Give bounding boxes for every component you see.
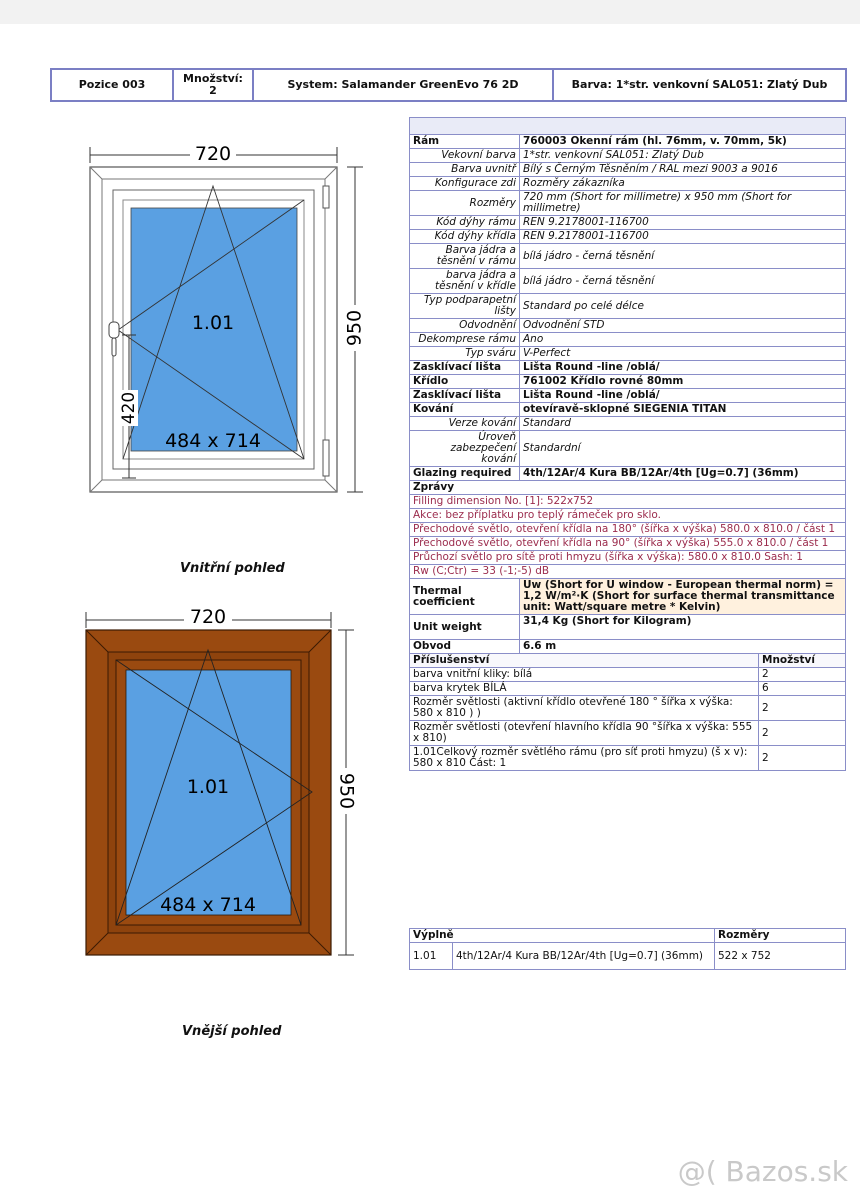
accessory-row	[410, 696, 846, 721]
spec-value: Standardní	[520, 431, 846, 467]
spec-label: Thermal coefficient	[410, 579, 520, 615]
spec-row	[410, 163, 846, 177]
spec-value: 31,4 Kg (Short for Kilogram)	[520, 615, 846, 640]
spec-label: Typ podparapetní lišty	[410, 294, 520, 319]
outside-height-dimension-label: 950	[335, 772, 358, 810]
spec-value: Bílý s Černým Těsněním / RAL mezi 9003 a 9016	[520, 163, 846, 177]
message-text: Akce: bez příplatku pro teplý rámeček pro sklo.	[410, 509, 846, 523]
spec-label: Unit weight	[410, 615, 520, 640]
spec-value: 1*str. venkovní SAL051: Zlatý Dub	[520, 149, 846, 163]
message-text: Filling dimension No. [1]: 522x752	[410, 495, 846, 509]
accessory-name: 1.01Celkový rozměr světlého rámu (pro síť proti hmyzu) (š x v): 580 x 810 Část: 1	[410, 746, 759, 771]
sash-id-label: 1.01	[191, 312, 235, 334]
spec-row	[410, 333, 846, 347]
spec-value: Ano	[520, 333, 846, 347]
spec-row-glazing	[410, 467, 846, 481]
spec-row-sash	[410, 375, 846, 389]
accessory-name: barva vnitřní kliky: bílá	[410, 668, 759, 682]
accessory-qty: 6	[759, 682, 846, 696]
accessory-row	[410, 682, 846, 696]
spec-row	[410, 244, 846, 269]
spec-label: barva jádra a těsnění v křídle	[410, 269, 520, 294]
height-dimension-label: 950	[343, 309, 366, 347]
spec-value: 761002 Křídlo rovné 80mm	[520, 375, 846, 389]
spec-label: Zasklívací lišta	[410, 361, 520, 375]
inside-view-drawing	[70, 135, 370, 500]
spec-label: Vekovní barva	[410, 149, 520, 163]
filling-row	[410, 943, 846, 970]
message-row	[410, 509, 846, 523]
accessory-qty: 2	[759, 746, 846, 771]
spec-value: REN 9.2178001-116700	[520, 230, 846, 244]
width-dimension-label: 720	[194, 143, 232, 165]
spec-row	[410, 417, 846, 431]
spec-value: 6.6 m	[520, 640, 846, 654]
handle-icon	[109, 322, 119, 338]
spec-row	[410, 149, 846, 163]
glass-size-label: 484 x 714	[165, 430, 261, 452]
spec-label: Dekomprese rámu	[410, 333, 520, 347]
spec-label: Konfigurace zdi	[410, 177, 520, 191]
message-row	[410, 551, 846, 565]
spec-label: Typ sváru	[410, 347, 520, 361]
accessory-row	[410, 668, 846, 682]
accessories-header	[410, 654, 846, 668]
spec-label: Kování	[410, 403, 520, 417]
spec-label: Odvodnění	[410, 319, 520, 333]
outside-sash-id-label: 1.01	[186, 776, 230, 798]
spec-label: Kód dýhy rámu	[410, 216, 520, 230]
position-header	[50, 68, 847, 102]
accessory-qty: 2	[759, 721, 846, 746]
accessories-col-qty: Množství	[759, 654, 846, 668]
quantity-label: Množství:	[183, 72, 243, 85]
accessory-name: Rozměr světlosti (aktivní křídlo otevřené 180 ° šířka x výška: 580 x 810 ) )	[410, 696, 759, 721]
message-text: Přechodové světlo, otevření křídla na 90° (šířka x výška) 555.0 x 810.0 / část 1	[410, 537, 846, 551]
position-label: Pozice 003	[52, 70, 174, 100]
spec-row-hardware	[410, 403, 846, 417]
filling-col-rozmery: Rozměry	[715, 929, 846, 943]
spec-value: Lišta Round -line /oblá/	[520, 361, 846, 375]
accessories-col-item: Příslušenství	[410, 654, 759, 668]
filling-table	[409, 928, 846, 970]
spec-row	[410, 347, 846, 361]
spec-row	[410, 269, 846, 294]
spec-value: 760003 Okenní rám (hl. 76mm, v. 70mm, 5k)	[520, 135, 846, 149]
accessory-qty: 2	[759, 668, 846, 682]
outside-width-dimension-label: 720	[189, 606, 227, 628]
spec-row	[410, 319, 846, 333]
system-label: System: Salamander GreenEvo 76 2D	[254, 70, 554, 100]
filling-desc: 4th/12Ar/4 Kura BB/12Ar/4th [Ug=0.7] (36mm)	[453, 943, 715, 970]
quantity-value: 2	[209, 84, 217, 97]
top-strip	[0, 0, 860, 24]
spec-value: bílá jádro - černá těsnění	[520, 269, 846, 294]
outside-glass-size-label: 484 x 714	[160, 894, 256, 916]
spec-label: Kód dýhy křídla	[410, 230, 520, 244]
spec-value: Rozměry zákazníka	[520, 177, 846, 191]
spec-value: otevíravě-sklopné SIEGENIA TITAN	[520, 403, 846, 417]
spec-value: V-Perfect	[520, 347, 846, 361]
filling-id: 1.01	[410, 943, 453, 970]
spec-row	[410, 177, 846, 191]
spec-label: Rozměry	[410, 191, 520, 216]
spec-label: Barva uvnitř	[410, 163, 520, 177]
spec-top-bar	[410, 118, 846, 135]
spec-value: 4th/12Ar/4 Kura BB/12Ar/4th [Ug=0.7] (36mm)	[520, 467, 846, 481]
spec-label: Verze kování	[410, 417, 520, 431]
spec-value: Standard po celé délce	[520, 294, 846, 319]
spec-value: REN 9.2178001-116700	[520, 216, 846, 230]
bazos-watermark: @( Bazos.sk	[677, 1155, 848, 1188]
handle-height-label: 420	[119, 391, 139, 425]
outside-view-caption: Vnější pohled	[182, 1024, 282, 1039]
spec-row-glazing-bead	[410, 361, 846, 375]
spec-label: Křídlo	[410, 375, 520, 389]
spec-value: 720 mm (Short for millimetre) x 950 mm (Short for millimetre)	[520, 191, 846, 216]
spec-row	[410, 191, 846, 216]
spec-value: Lišta Round -line /oblá/	[520, 389, 846, 403]
message-row	[410, 523, 846, 537]
inside-view-caption: Vnitřní pohled	[180, 561, 285, 576]
spec-label: Glazing required	[410, 467, 520, 481]
spec-row-glazing-bead	[410, 389, 846, 403]
hinge-top-icon	[323, 186, 329, 208]
spec-label: Rám	[410, 135, 520, 149]
message-row	[410, 495, 846, 509]
accessory-name: Rozměr světlosti (otevření hlavního křídla 90 °šířka x výška: 555 x 810)	[410, 721, 759, 746]
spec-row	[410, 431, 846, 467]
spec-row	[410, 230, 846, 244]
accessory-name: barva krytek BÍLÁ	[410, 682, 759, 696]
messages-header	[410, 481, 846, 495]
spec-row-weight	[410, 615, 846, 640]
message-row	[410, 537, 846, 551]
filling-header	[410, 929, 846, 943]
accessory-qty: 2	[759, 696, 846, 721]
color-label: Barva: 1*str. venkovní SAL051: Zlatý Dub	[571, 78, 828, 91]
spec-row	[410, 294, 846, 319]
spec-row	[410, 216, 846, 230]
spec-value: bílá jádro - černá těsnění	[520, 244, 846, 269]
spec-value: Standard	[520, 417, 846, 431]
accessory-row	[410, 721, 846, 746]
message-text: Průchozí světlo pro sítě proti hmyzu (šířka x výška): 580.0 x 810.0 Sash: 1	[410, 551, 846, 565]
spec-value: Odvodnění STD	[520, 319, 846, 333]
message-text: Rw (C;Ctr) = 33 (-1;-5) dB	[410, 565, 846, 579]
spec-label: Obvod	[410, 640, 520, 654]
spec-row-perimeter	[410, 640, 846, 654]
spec-label: Úroveň zabezpečení kování	[410, 431, 520, 467]
message-text: Přechodové světlo, otevření křídla na 180° (šířka x výška) 580.0 x 810.0 / část 1	[410, 523, 846, 537]
spec-label: Barva jádra a těsnění v rámu	[410, 244, 520, 269]
message-row	[410, 565, 846, 579]
outside-view-drawing	[70, 600, 370, 965]
spec-row-ram	[410, 135, 846, 149]
spec-table	[409, 117, 846, 771]
spec-label: Zasklívací lišta	[410, 389, 520, 403]
quantity-cell	[174, 70, 254, 100]
spec-row-thermal	[410, 579, 846, 615]
filling-size: 522 x 752	[715, 943, 846, 970]
messages-title: Zprávy	[410, 481, 846, 495]
accessory-row	[410, 746, 846, 771]
spec-value: Uw (Short for U window - European thermal norm) = 1,2 W/m²·K (Short for surface thermal transmittance unit: Watt/square metre * Kelvin)	[520, 579, 846, 615]
hinge-bottom-icon	[323, 440, 329, 476]
filling-col-vyplne: Výplně	[410, 929, 715, 943]
